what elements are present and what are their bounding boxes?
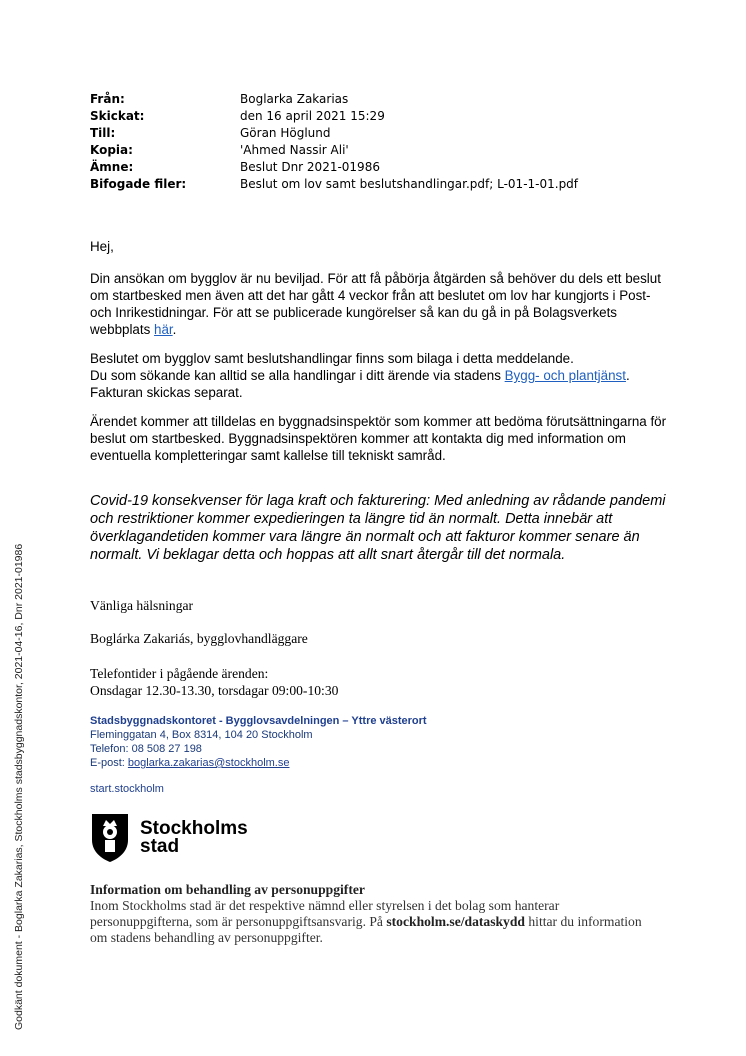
signature-block [90, 714, 427, 770]
header-row-from [90, 91, 578, 108]
header-label: Bifogade filer: [90, 177, 187, 191]
start-stockholm-link[interactable]: start.stockholm [90, 783, 164, 795]
header-value: 'Ahmed Nassir Ali' [240, 143, 349, 157]
covid-notice: Covid-19 konsekvenser för laga kraft och fakturering: Med anledning av rådande pandemi och restriktioner kommer expedieringen ta längre tid än normalt. Detta innebär att överklagandetiden kommer vara längre än normalt och att fakturor kommer senare än normalt. Vi beklagar detta och hoppas att allt snart återgår till det normala. [90, 493, 666, 563]
header-label: Ämne: [90, 160, 134, 174]
header-value: Beslut Dnr 2021-01986 [240, 160, 380, 174]
header-label: Från: [90, 92, 125, 106]
header-row-sent [90, 108, 578, 125]
link-bygg-och-plantjanst[interactable]: Bygg- och plantjänst [504, 368, 626, 383]
signature-phone: Telefon: 08 508 27 198 [90, 743, 202, 755]
header-label: Skickat: [90, 109, 145, 123]
stockholms-stad-logo [90, 812, 248, 864]
header-label: Till: [90, 126, 116, 140]
paragraph-approval [90, 270, 670, 338]
paragraph-end: . [625, 368, 630, 383]
header-row-subject [90, 159, 578, 176]
link-har[interactable]: här [154, 322, 173, 337]
greeting: Hej, [90, 239, 114, 254]
header-value: Göran Höglund [240, 126, 331, 140]
header-row-to [90, 125, 578, 142]
signature-address: Fleminggatan 4, Box 8314, 104 20 Stockholm [90, 729, 313, 741]
documents-line-1: Beslutet om bygglov samt beslutshandlingar finns som bilaga i detta meddelande. [90, 351, 574, 366]
paragraph-text: Din ansökan om bygglov är nu beviljad. För att få påbörja åtgärden så behöver du dels ett beslut om startbesked men även att det har gått 4 veckor från att beslutet om lov har kungjorts i Post- och Inrikestidningar. För att se publicerade kungörelser så kan du gå in på Bolagsverkets webbplats [90, 271, 661, 337]
paragraph-end: . [172, 322, 177, 337]
paragraph-documents [90, 350, 670, 401]
inspector-text: Ärendet kommer att tilldelas en byggnadsinspektör som kommer att bedöma förutsättningarna för beslut om startbesked. Byggnadsinspektören kommer att kontakta dig med information om eventuella kompletteringar samt kallelse till tekniskt samråd. [90, 414, 667, 463]
attachments-value[interactable]: Beslut om lov samt beslutshandlingar.pdf; L-01-1-01.pdf [240, 177, 579, 191]
regards: Vänliga hälsningar [90, 598, 194, 613]
phone-times-title: Telefontider i pågående ärenden: [90, 666, 269, 681]
documents-line-3: Fakturan skickas separat. [90, 385, 243, 400]
privacy-title: Information om behandling av personuppgifter [90, 882, 365, 897]
header-label: Kopia: [90, 143, 133, 157]
privacy-info [90, 882, 650, 946]
logo-line-1: Stockholms [140, 818, 248, 839]
phone-times: Onsdagar 12.30-13.30, torsdagar 09:00-10:30 [90, 683, 339, 698]
header-value: den 16 april 2021 15:29 [240, 109, 385, 123]
header-value: Boglarka Zakarias [240, 92, 349, 106]
signature-name: Boglárka Zakariás, bygglovhandläggare [90, 631, 308, 646]
privacy-text: Inom Stockholms stad är det respektive nämnd eller styrelsen i det bolag som hanterar personuppgifterna, som är personuppgiftsansvarig. På [90, 898, 560, 929]
logo-text [140, 820, 248, 856]
documents-line-2: Du som sökande kan alltid se alla handlingar i ditt ärende via stadens [90, 368, 505, 383]
email-label: E-post: [90, 757, 128, 769]
paragraph-inspector [90, 413, 670, 464]
privacy-url: stockholm.se/dataskydd [386, 914, 525, 929]
email-link[interactable]: boglarka.zakarias@stockholm.se [127, 757, 290, 769]
header-row-cc [90, 142, 578, 159]
logo-line-2: stad [140, 836, 180, 857]
signature-org: Stadsbyggnadskontoret - Bygglovsavdelningen – Yttre västerort [90, 715, 427, 727]
approval-stamp: Godkänt dokument - Boglarka Zakarias, Stockholms stadsbyggnadskontor, 2021-04-16, Dnr 2021-01986 [13, 543, 25, 1030]
email-header [90, 91, 578, 193]
crest-icon [90, 812, 130, 864]
header-row-attachments [90, 176, 578, 193]
privacy-text-end: hittar du information om stadens behandling av personuppgifter. [90, 914, 642, 945]
